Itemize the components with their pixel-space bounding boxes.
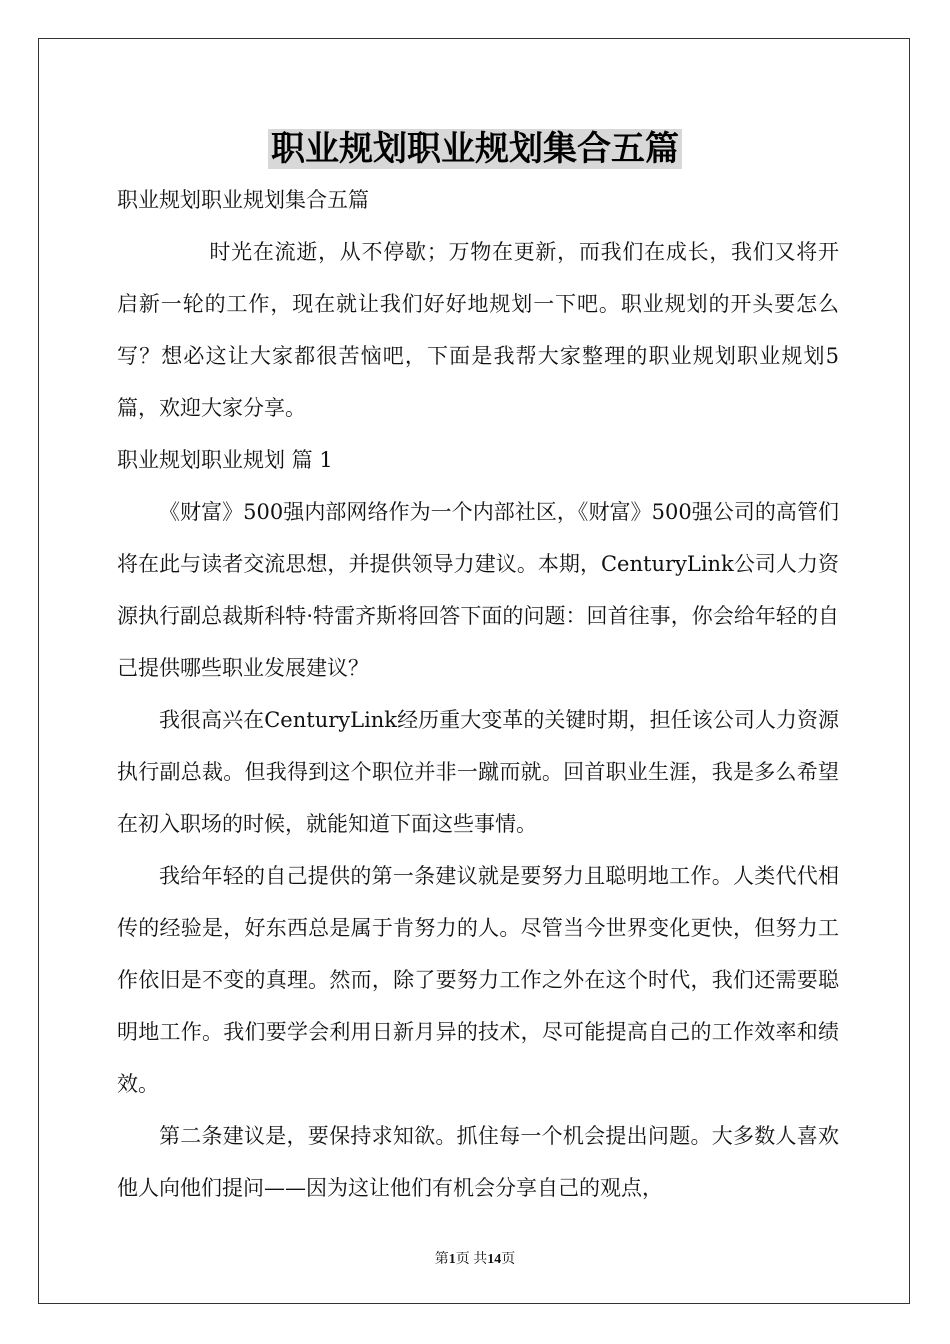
document-title: 职业规划职业规划集合五篇	[0, 126, 950, 172]
section-heading: 职业规划职业规划 篇 1	[117, 448, 333, 472]
document-subtitle: 职业规划职业规划集合五篇	[117, 188, 369, 212]
footer-page-mid: 页 共	[455, 1252, 488, 1267]
footer-page-prefix: 第	[434, 1252, 449, 1267]
intro-paragraph: 时光在流逝，从不停歇；万物在更新，而我们在成长，我们又将开启新一轮的工作，现在就让我们好好地规划一下吧。职业规划的开头要怎么写？想必这让大家都很苦恼吧，下面是我帮大家整理的职业规划职业规划5篇，欢迎大家分享。	[117, 240, 839, 420]
body-paragraph: 《财富》500强内部网络作为一个内部社区，《财富》500强公司的高管们将在此与读者交流思想，并提供领导力建议。本期，CenturyLink公司人力资源执行副总裁斯科特·特雷齐斯将回答下面的问题：回首往事，你会给年轻的自己提供哪些职业发展建议？	[117, 500, 839, 680]
body-paragraph: 第二条建议是，要保持求知欲。抓住每一个机会提出问题。大多数人喜欢他人向他们提问——因为这让他们有机会分享自己的观点，	[117, 1124, 839, 1200]
body-paragraph: 我很高兴在CenturyLink经历重大变革的关键时期，担任该公司人力资源执行副总裁。但我得到这个职位并非一蹴而就。回首职业生涯，我是多么希望在初入职场的时候，就能知道下面这些事情。	[117, 708, 839, 836]
page-footer	[0, 1248, 950, 1268]
body-paragraph: 我给年轻的自己提供的第一条建议就是要努力且聪明地工作。人类代代相传的经验是，好东西总是属于肯努力的人。尽管当今世界变化更快，但努力工作依旧是不变的真理。然而，除了要努力工作之外在这个时代，我们还需要聪明地工作。我们要学会利用日新月异的技术，尽可能提高自己的工作效率和绩效。	[117, 864, 839, 1096]
footer-total-pages: 14	[487, 1252, 502, 1267]
footer-page-number: 1	[448, 1252, 456, 1267]
footer-page-suffix: 页	[501, 1252, 516, 1267]
document-body	[117, 174, 839, 1214]
